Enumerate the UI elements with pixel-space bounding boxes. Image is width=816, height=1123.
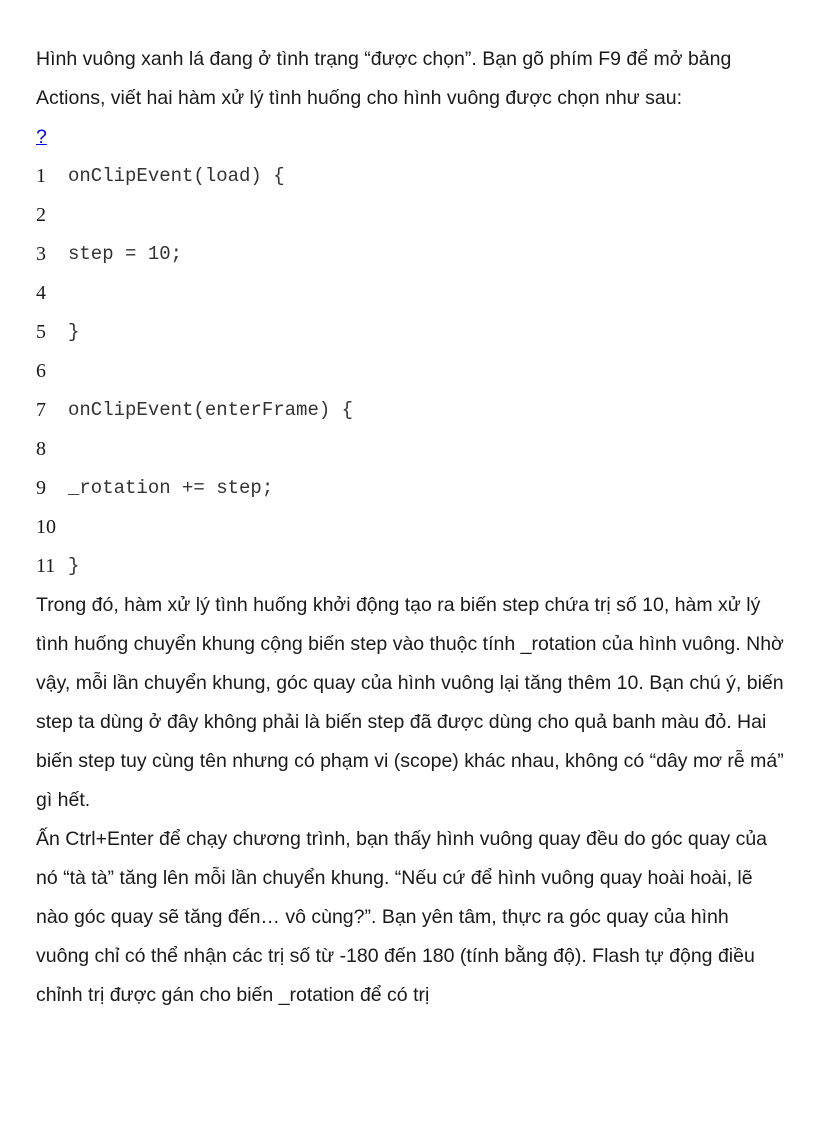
line-number: 11: [36, 555, 56, 577]
code-line: [36, 469, 786, 508]
explanation-paragraph: Trong đó, hàm xử lý tình huống khởi động tạo ra biến step chứa trị số 10, hàm xử lý tình huống chuyển khung cộng biến step vào thuộc tính _rotation của hình vuông. Nhờ vậy, mỗi lần chuyển khung, góc quay của hình vuông lại tăng thêm 10. Bạn chú ý, biến step ta dùng ở đây không phải là biến step đã được dùng cho quả banh màu đỏ. Hai biến step tuy cùng tên nhưng có phạm vi (scope) khác nhau, không có “dây mơ rễ má” gì hết.: [36, 594, 784, 811]
line-number: 5: [36, 321, 46, 343]
code-line: [36, 235, 786, 274]
line-number: 2: [36, 204, 46, 226]
code-line: [36, 352, 786, 391]
line-number: 6: [36, 360, 46, 382]
code-line: [36, 313, 786, 352]
line-number: 1: [36, 165, 46, 187]
line-number: 10: [36, 516, 56, 538]
code-text: }: [68, 321, 80, 343]
code-text: onClipEvent(enterFrame) {: [68, 399, 354, 421]
code-text: }: [68, 555, 80, 577]
code-text: step = 10;: [68, 243, 183, 265]
code-line: [36, 547, 786, 586]
code-line: [36, 274, 786, 313]
intro-paragraph: Hình vuông xanh lá đang ở tình trạng “được chọn”. Bạn gõ phím F9 để mở bảng Actions, viết hai hàm xử lý tình huống cho hình vuông được chọn như sau:: [36, 48, 732, 109]
line-number: 8: [36, 438, 46, 460]
code-line: [36, 196, 786, 235]
code-block: [36, 157, 786, 586]
code-text: _rotation += step;: [68, 477, 274, 499]
code-help-link[interactable]: ?: [36, 126, 47, 148]
line-number: 3: [36, 243, 46, 265]
line-number: 4: [36, 282, 46, 304]
code-text: onClipEvent(load) {: [68, 165, 285, 187]
code-line: [36, 508, 786, 547]
code-line: [36, 391, 786, 430]
code-line: [36, 430, 786, 469]
document-page: [36, 40, 786, 1015]
line-number: 9: [36, 477, 46, 499]
line-number: 7: [36, 399, 46, 421]
code-line: [36, 157, 786, 196]
run-info-paragraph: Ấn Ctrl+Enter để chạy chương trình, bạn thấy hình vuông quay đều do góc quay của nó “tà tà” tăng lên mỗi lần chuyển khung. “Nếu cứ để hình vuông quay hoài hoài, lẽ nào góc quay sẽ tăng đến… vô cùng?”. Bạn yên tâm, thực ra góc quay của hình vuông chỉ có thể nhận các trị số từ -180 đến 180 (tính bằng độ). Flash tự động điều chỉnh trị được gán cho biến _rotation để có trị: [36, 828, 768, 1006]
